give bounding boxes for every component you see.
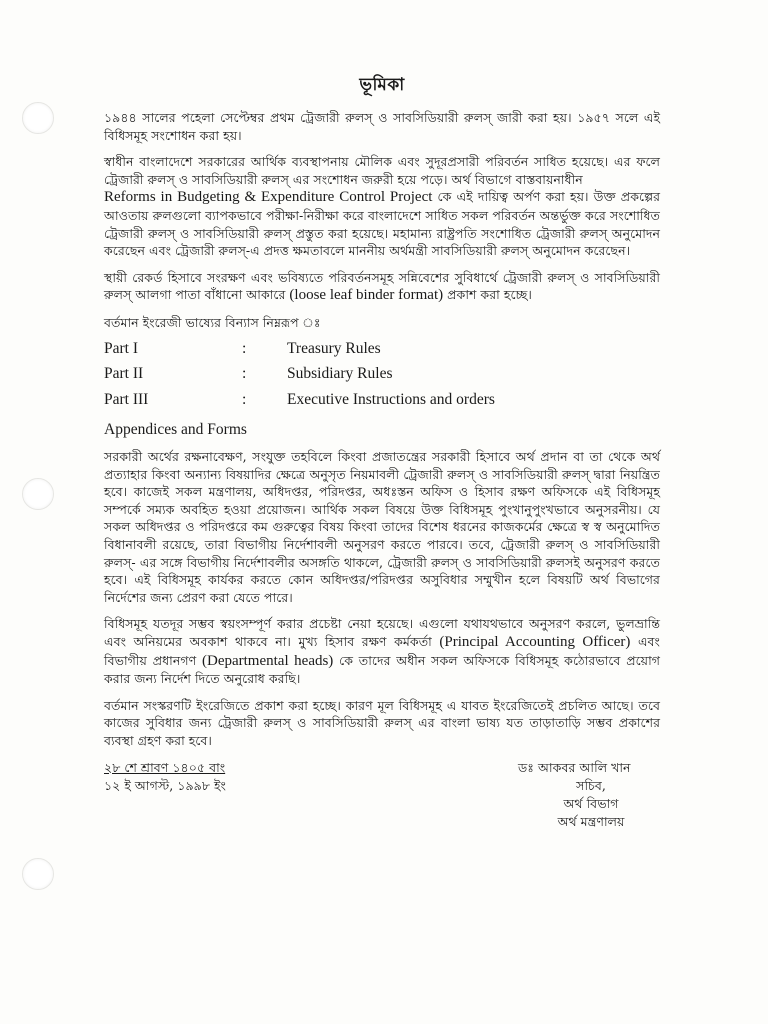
- paragraph-reforms: [104, 153, 660, 260]
- part-separator: :: [242, 390, 247, 408]
- paragraph-compliance-text-2: এবং বিভাগীয় প্রধানগণ: [104, 633, 660, 668]
- paragraph-format-text-1: স্থায়ী রেকর্ড হিসাবে সংরক্ষণ এবং ভবিষ্যতে পরিবর্তনসমূহ সন্নিবেশের সুবিধার্থে ট্রেজারী রুলস্ ও সাবসিডিয়ারী রুলস্ আলগা পাতা বাঁধানো আকারে: [104, 269, 660, 303]
- part-label: Part III: [104, 390, 149, 408]
- departmental-heads: (Departmental heads): [202, 652, 334, 669]
- signatory: [518, 759, 664, 831]
- paragraph-reforms-text-1: স্বাধীন বাংলাদেশে সরকারের আর্থিক ব্যবস্থাপনায় মৌলিক এবং সুদূরপ্রসারী পরিবর্তন সাধিত হয়েছে। এর ফলে ট্রেজারী রুলস্ ও সাবসিডিয়ারী রুলস্ এর সংশোধন জরুরী হয়ে পড়ে। অর্থ বিভাগে বাস্তবায়নাধীন: [104, 154, 660, 187]
- punch-hole-middle: [22, 478, 54, 510]
- part-label: Part I: [104, 339, 139, 357]
- paragraph-compliance-text-3: কে তাদের অধীন সকল অফিসকে বিধিসমূহ কঠোরভাবে প্রয়োগ করার জন্য নির্দেশ দিতে অনুরোধ করছি।: [104, 652, 660, 687]
- part-name: Subsidiary Rules: [287, 365, 393, 383]
- paragraph-compliance: [104, 615, 660, 687]
- signatory-name: ডঃ আকবর আলি খান: [518, 759, 631, 775]
- document-page: [104, 72, 660, 847]
- paragraph-compliance-text-1: বিধিসমূহ যতদূর সম্ভব স্বয়ংসম্পূর্ণ করার প্রচেষ্টা নেয়া হয়েছে। এগুলো যথাযথভাবে অনুসরণ করলে, ভুলভ্রান্তি এবং অনিয়মের অবকাশ থাকবে না। মুখ্য হিসাব রক্ষণ কর্মকর্তা: [104, 616, 660, 649]
- signatory-ministry: অর্থ মন্ত্রণালয়: [557, 813, 625, 829]
- part-label: Part II: [104, 365, 144, 383]
- date-english: ১২ ই আগস্ট, ১৯৯৮ ইং: [104, 777, 226, 793]
- part-separator: :: [242, 339, 247, 357]
- part-row: [104, 387, 660, 413]
- part-row: [104, 336, 660, 362]
- paragraph-edition: বর্তমান সংস্করণটি ইংরেজিতে প্রকাশ করা হচ্ছে। কারণ মূল বিধিসমূহ এ যাবত ইংরেজিতেই প্রচলিত আছে। তবে কাজের সুবিধার জন্য ট্রেজারী রুলস্ ও সাবসিডিয়ারী রুলস্ এর বাংলা ভাষ্য যত তাড়াতাড়ি সম্ভব প্রকাশের ব্যবস্থা গ্রহণ করা হবে।: [104, 697, 660, 748]
- part-name: Executive Instructions and orders: [287, 390, 495, 408]
- paragraph-format-text-2: প্রকাশ করা হচ্ছে।: [443, 287, 532, 303]
- paragraph-format: [104, 269, 660, 305]
- part-name: Treasury Rules: [287, 339, 381, 357]
- project-name: Reforms in Budgeting & Expenditure Control Project: [104, 189, 433, 206]
- part-separator: :: [242, 365, 247, 383]
- paragraph-layout-intro: বর্তমান ইংরেজী ভাষ্যের বিন্যাস নিম্নরূপ ঃ: [104, 314, 321, 330]
- signatory-division: অর্থ বিভাগ: [563, 795, 619, 811]
- parts-list: [104, 336, 660, 413]
- binder-format: (loose leaf binder format): [289, 287, 444, 304]
- appendices-heading: Appendices and Forms: [104, 421, 247, 439]
- paragraph-history: ১৯৪৪ সালের পহেলা সেপ্টেম্বর প্রথম ট্রেজারী রুলস্ ও সাবসিডিয়ারী রুলস্ জারী করা হয়। ১৯৫৭ সলে এই বিধিসমূহ সংশোধন করা হয়।: [104, 110, 660, 143]
- principal-accounting-officer: (Principal Accounting Officer): [439, 633, 631, 650]
- date-bengali: ২৮ শে শ্রাবণ ১৪০৫ বাং: [104, 759, 226, 775]
- signatory-title: সচিব,: [576, 777, 606, 793]
- part-row: [104, 361, 660, 387]
- paragraph-rules-scope: সরকারী অর্থের রক্ষনাবেক্ষণ, সংযুক্ত তহবিলে কিংবা প্রজাতন্ত্রের সরকারী হিসাবে অর্থ প্রদান বা তা থেকে অর্থ প্রত্যাহার কিংবা অন্যান্য বিষয়াদির ক্ষেত্রে অনুসৃত নিয়মাবলী ট্রেজারী রুলস্ ও সাবসিডিয়ারী রুলস্ দ্বারা নিয়ন্ত্রিত হবে। কাজেই সকল মন্ত্রণালয়, অধিদপ্তর, পরিদপ্তর, অধঃস্তন অফিস ও হিসাব রক্ষণ অফিসকে এই বিধিসমূহ সম্পর্কে সম্যক অবহিত হওয়া প্রয়োজন। আর্থিক সকল বিষয়ে উক্ত বিধিসমূহ পুংখানুপুংখভাবে অনুসরনীয়। যে সকল অধিদপ্তর ও পরিদপ্তরে কম গুরুত্বের বিষয় কিংবা তাদের বিশেষ ধরনের কাজকর্মের ক্ষেত্রে স্ব স্ব অনুমোদিত বিধানাবলী রয়েছে, তারা বিভাগীয় নির্দেশাবলী অনুসরণ করতে পারবে। তবে, ট্রেজারী রুলস্ ও সাবসিডিয়ারী রুলস্- এর সঙ্গে বিভাগীয় নির্দেশাবলীর অসঙ্গতি থাকলে, ট্রেজারী রুলস্ ও সাবসিডিয়ারী রুলসই অনুসরণ করতে হবে। এই বিধিসমূহ কার্যকর করতে কোন অধিদপ্তর/পরিদপ্তর অসুবিধার সম্মুখীন হলে বিষয়টি অর্থ বিভাগের নির্দেশের জন্য প্রেরণ করা যেতে পারে।: [104, 449, 660, 605]
- paragraph-reforms-text-2: কে এই দায়িত্ব অর্পণ করা হয়। উক্ত প্রকল্পের আওতায় রুলগুলো ব্যাপকভাবে পরীক্ষা-নিরীক্ষা করে বাংলাদেশে সাধিত সকল পরিবর্তন অন্তর্ভুক্ত করে সংশোধিত ট্রেজারী রুলস্ ও সাবসিডিয়ারী রুলস্ প্রস্তুত করা হয়েছে। মহামান্য রাষ্ট্রপতি সংশোধিত ট্রেজারী রুলস্ অনুমোদন করেছেন এবং ট্রেজারী রুলস্-এ প্রদত্ত ক্ষমতাবলে মাননীয় অর্থমন্ত্রী সাবসিডিয়ারী রুলস্ অনুমোদন করেছেন।: [104, 189, 660, 259]
- punch-hole-bottom: [22, 858, 54, 890]
- page-title: ভূমিকা: [359, 75, 405, 95]
- date-block: [104, 759, 226, 795]
- punch-hole-top: [22, 102, 54, 134]
- signature-block: [104, 759, 660, 847]
